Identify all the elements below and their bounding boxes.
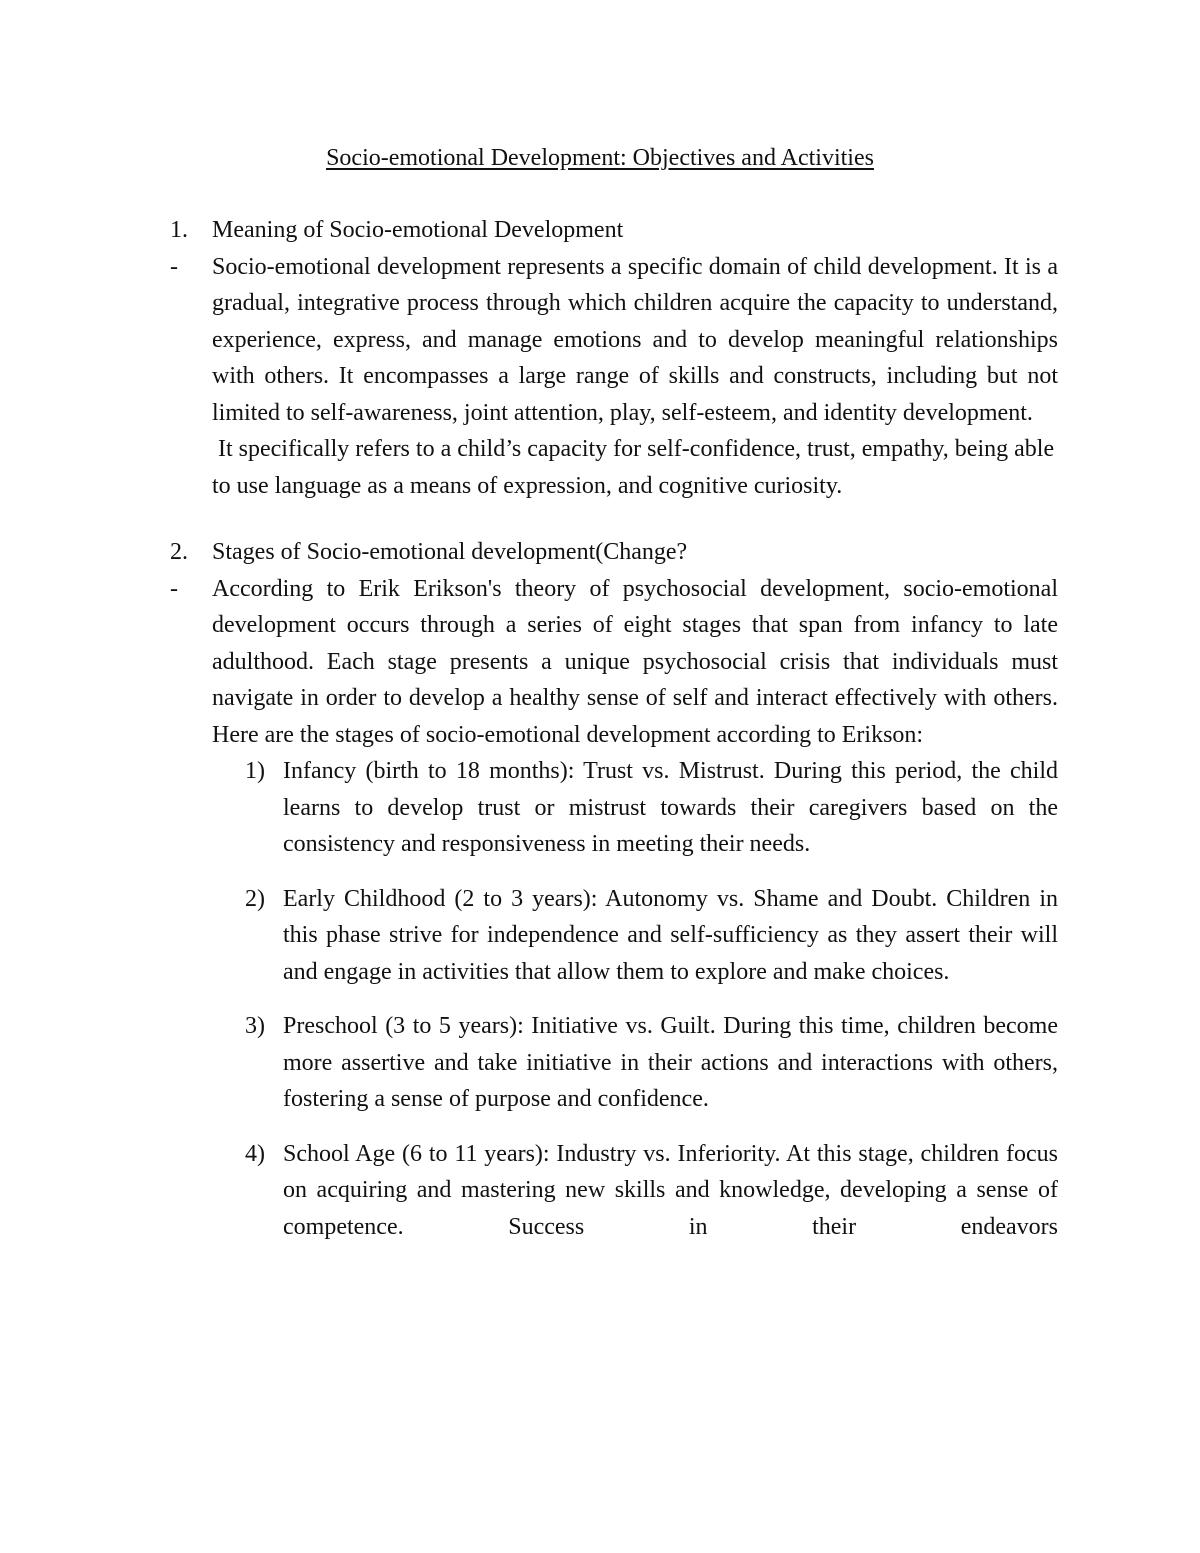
section-number: 1. (170, 217, 188, 243)
section-heading-text: Stages of Socio-emotional development(Change? (212, 539, 688, 565)
paragraph-text: Socio-emotional development represents a specific domain of child development. It is a gradual, integrative process through which children acquire the capacity to understand, experience, express, and manage emotions and to develop meaningful relationships with others. It encompasses a large range of skills and constructs, including but not limited to self-awareness, joint attention, play, self-esteem, and identity development. (212, 253, 1058, 426)
stage-marker: 1) (245, 758, 265, 784)
section-1-paragraph (170, 249, 1058, 432)
bullet-dash: - (170, 575, 178, 602)
stage-item (170, 1008, 1058, 1118)
stage-item (170, 753, 1058, 863)
stage-text: Early Childhood (2 to 3 years): Autonomy vs. Shame and Doubt. Children in this phase strive for independence and self-sufficiency as they assert their will and engage in activities that allow them to explore and make choices. (283, 885, 1058, 985)
document-title: Socio-emotional Development: Objectives and Activities (326, 145, 874, 171)
paragraph-text: According to Erik Erikson's theory of psychosocial development, socio-emotional development occurs through a series of eight stages that span from infancy to late adulthood. Each stage presents a unique psychosocial crisis that individuals must navigate in order to develop a healthy sense of self and interact effectively with others. Here are the stages of socio-emotional development according to Erikson: (212, 575, 1058, 748)
section-number: 2. (170, 539, 188, 565)
stage-marker: 4) (245, 1140, 265, 1167)
section-1-paragraph-2 (170, 431, 1058, 504)
stage-text: School Age (6 to 11 years): Industry vs. Inferiority. At this stage, children focus on acquiring and mastering new skills and knowledge, developing a sense of competence. Success in their endeavors (283, 1140, 1058, 1240)
section-heading-text: Meaning of Socio-emotional Development (212, 217, 624, 243)
stage-marker: 3) (245, 1013, 265, 1039)
stage-text: Preschool (3 to 5 years): Initiative vs. Guilt. During this time, children become more assertive and take initiative in their actions and interactions with others, fostering a sense of purpose and confidence. (283, 1013, 1058, 1112)
stage-text: Infancy (birth to 18 months): Trust vs. Mistrust. During this period, the child learns to develop trust or mistrust towards their caregivers based on the consistency and responsiveness in meeting their needs. (283, 758, 1058, 857)
section-2-paragraph (170, 571, 1058, 754)
stage-item (170, 881, 1058, 991)
bullet-dash: - (170, 253, 178, 280)
stage-marker: 2) (245, 885, 265, 912)
section-heading-1 (170, 212, 1058, 249)
document-body (170, 212, 1058, 1245)
stage-item (170, 1136, 1058, 1246)
paragraph-text: It specifically refers to a child’s capacity for self-confidence, trust, empathy, being able to use language as a means of expression, and cognitive curiosity. (212, 436, 1055, 499)
section-heading-2 (170, 534, 1058, 571)
